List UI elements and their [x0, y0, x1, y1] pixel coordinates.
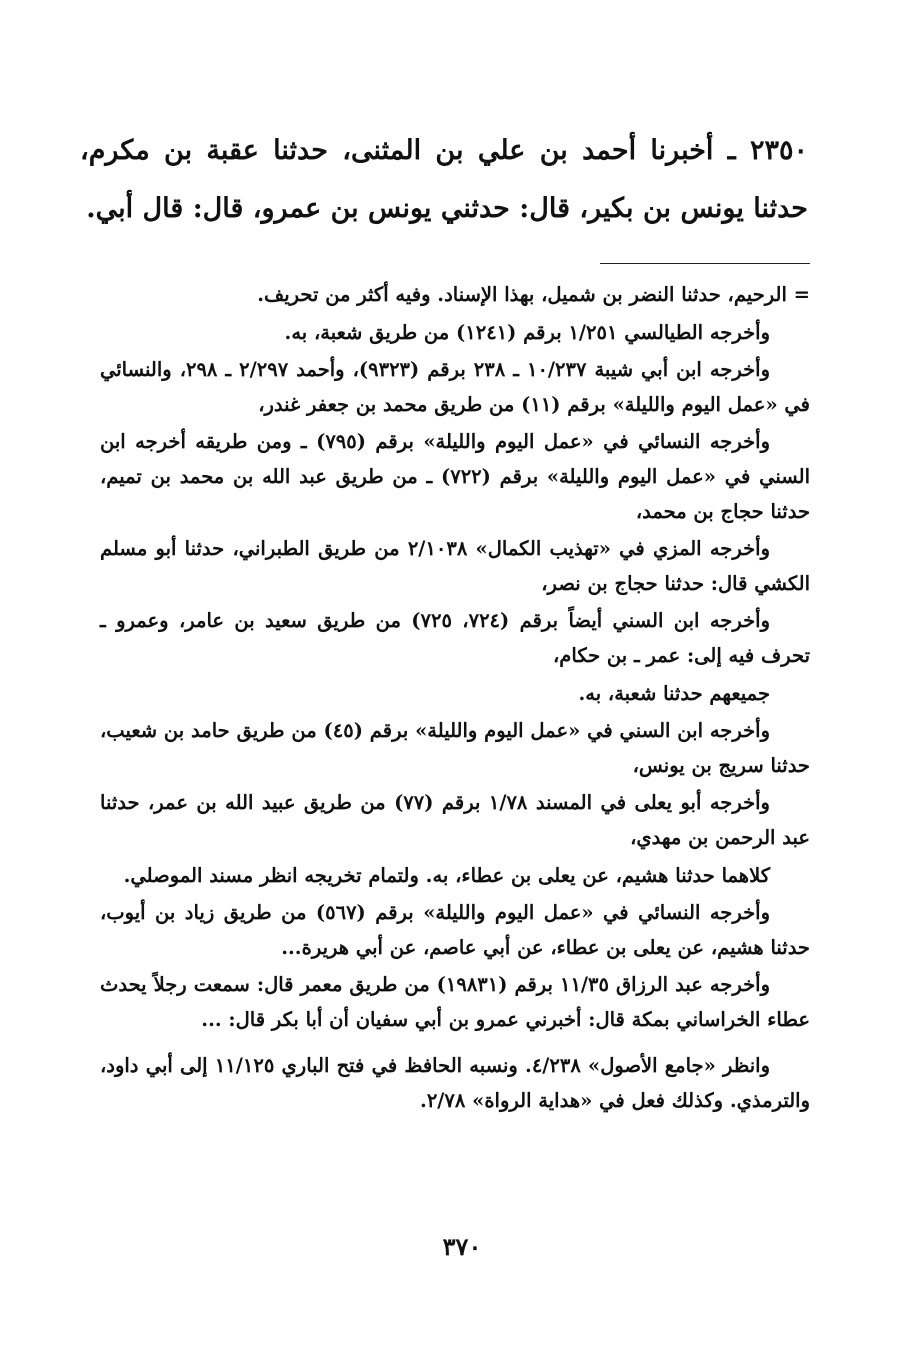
hadith-text	[80, 122, 808, 238]
footnote-paragraph: وأخرجه الطيالسي ١/٢٥١ برقم (١٢٤١) من طريق شعبة، به.	[284, 320, 770, 344]
footnote-paragraph: وأخرجه ابن أبي شيبة ١٠/٢٣٧ ـ ٢٣٨ برقم (٩٣٢٣)، وأحمد ٢/٢٩٧ ـ ٢٩٨، والنسائي في «عمل اليوم والليلة» برقم (١١) من طريق محمد بن جعفر غندر،	[100, 358, 810, 416]
footnotes-section	[100, 278, 810, 1122]
page-number: ٣٧٠	[442, 1232, 482, 1261]
hadith-paragraph: ٢٣٥٠ ـ أخبرنا أحمد بن علي بن المثنى، حدثنا عقبة بن مكرم، حدثنا يونس بن بكير، قال: حدثني يونس بن عمرو، قال: قال أبي.	[80, 135, 808, 224]
footnote-paragraph: وأخرجه عبد الرزاق ١١/٣٥ برقم (١٩٨٣١) من طريق معمر قال: سمعت رجلاً يحدث عطاء الخراساني بمكة قال: أخبرني عمرو بن أبي سفيان أن أبا بكر قال: ...	[100, 973, 810, 1031]
footnote-paragraph: وأخرجه النسائي في «عمل اليوم والليلة» برقم (٥٦٧) من طريق زياد بن أيوب، حدثنا هشيم، عن يعلى بن عطاء، عن أبي عاصم، عن أبي هريرة...	[100, 901, 810, 959]
footnote-paragraph: وأخرجه النسائي في «عمل اليوم والليلة» برقم (٧٩٥) ـ ومن طريقه أخرجه ابن السني في «عمل اليوم والليلة» برقم (٧٢٢) ـ من طريق عبد الله بن محمد بن تميم، حدثنا حجاج بن محمد،	[100, 430, 810, 523]
footnote-paragraph: وأخرجه ابن السني في «عمل اليوم والليلة» برقم (٤٥) من طريق حامد بن شعيب، حدثنا سريج بن يونس،	[100, 719, 810, 777]
footnote-divider	[600, 263, 810, 264]
footnote-paragraph: جميعهم حدثنا شعبة، به.	[578, 681, 770, 705]
footnote-paragraph: كلاهما حدثنا هشيم، عن يعلى بن عطاء، به. ولتمام تخريجه انظر مسند الموصلي.	[123, 863, 770, 887]
footnote-paragraph: وأخرجه المزي في «تهذيب الكمال» ٢/١٠٣٨ من طريق الطبراني، حدثنا أبو مسلم الكشي قال: حدثنا حجاج بن نصر،	[100, 537, 810, 595]
footnote-paragraph: وأخرجه أبو يعلى في المسند ١/٧٨ برقم (٧٧) من طريق عبيد الله بن عمر، حدثنا عبد الرحمن بن مهدي،	[100, 791, 810, 849]
footnote-paragraph: وأخرجه ابن السني أيضاً برقم (٧٢٤، ٧٢٥) من طريق سعيد بن عامر، وعمرو ـ تحرف فيه إلى: عمر ـ بن حكام،	[100, 609, 810, 667]
footnote-paragraph: وانظر «جامع الأصول» ٤/٢٣٨. ونسبه الحافظ في فتح الباري ١١/١٢٥ إلى أبي داود، والترمذي. وكذلك فعل في «هداية الرواة» ٢/٧٨.	[100, 1054, 810, 1113]
footnote-continuation: = الرحيم، حدثنا النضر بن شميل، بهذا الإسناد. وفيه أكثر من تحريف.	[257, 283, 810, 306]
